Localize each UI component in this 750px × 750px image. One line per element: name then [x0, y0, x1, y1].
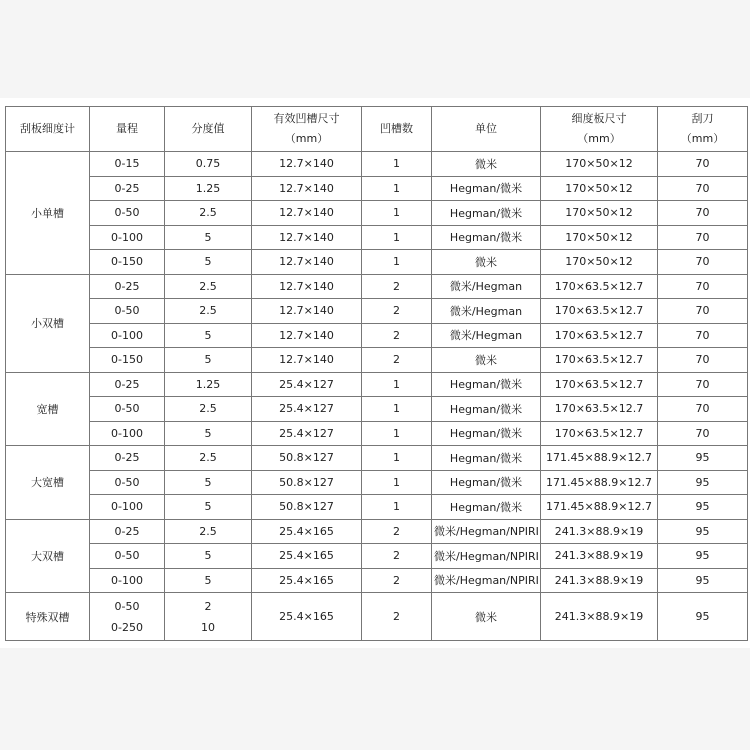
header-text: 刮刀 — [691, 112, 714, 125]
groove-count-cell: 1 — [362, 152, 432, 177]
scraper-cell: 95 — [658, 544, 748, 569]
division-cell: 5 — [165, 323, 252, 348]
table-row — [6, 250, 748, 275]
division-cell: 2.5 — [165, 446, 252, 471]
header-scraper — [658, 107, 748, 152]
header-text: 细度板尺寸 — [571, 112, 627, 125]
table-row — [6, 323, 748, 348]
groove-size-cell: 12.7×140 — [252, 323, 362, 348]
range-cell — [90, 593, 165, 641]
division-cell: 5 — [165, 544, 252, 569]
groove-count-cell: 2 — [362, 519, 432, 544]
table-row — [6, 446, 748, 471]
groove-count-cell: 1 — [362, 225, 432, 250]
unit-cell: Hegman/微米 — [432, 421, 541, 446]
groove-count-cell: 1 — [362, 176, 432, 201]
groove-size-cell: 25.4×127 — [252, 372, 362, 397]
plate-size-cell: 170×63.5×12.7 — [541, 274, 658, 299]
header-text: 有效凹槽尺寸 — [273, 112, 340, 125]
table-row — [6, 372, 748, 397]
range-cell: 0-50 — [90, 201, 165, 226]
division-value: 2 — [204, 599, 212, 613]
unit-cell: 微米/Hegman — [432, 323, 541, 348]
grindometer-spec-table — [5, 106, 748, 641]
division-cell — [165, 593, 252, 641]
plate-size-cell: 241.3×88.9×19 — [541, 544, 658, 569]
groove-count-cell: 2 — [362, 544, 432, 569]
range-cell: 0-50 — [90, 397, 165, 422]
group-name-cell: 宽槽 — [6, 372, 90, 446]
scraper-cell: 95 — [658, 446, 748, 471]
plate-size-cell: 241.3×88.9×19 — [541, 568, 658, 593]
groove-size-cell: 50.8×127 — [252, 470, 362, 495]
table-row — [6, 225, 748, 250]
groove-size-cell: 12.7×140 — [252, 201, 362, 226]
division-cell: 5 — [165, 421, 252, 446]
groove-size-cell: 12.7×140 — [252, 225, 362, 250]
header-division — [165, 107, 252, 152]
groove-size-cell: 25.4×165 — [252, 544, 362, 569]
unit-cell: Hegman/微米 — [432, 176, 541, 201]
table-row — [6, 544, 748, 569]
table-row — [6, 348, 748, 373]
plate-size-cell: 170×50×12 — [541, 225, 658, 250]
range-cell: 0-100 — [90, 421, 165, 446]
header-range — [90, 107, 165, 152]
scraper-cell: 70 — [658, 176, 748, 201]
plate-size-cell: 170×63.5×12.7 — [541, 348, 658, 373]
unit-cell: Hegman/微米 — [432, 470, 541, 495]
plate-size-cell: 170×50×12 — [541, 152, 658, 177]
header-unit: （mm） — [577, 132, 621, 145]
division-cell: 5 — [165, 470, 252, 495]
scraper-cell: 70 — [658, 421, 748, 446]
groove-count-cell: 1 — [362, 470, 432, 495]
groove-count-cell: 1 — [362, 372, 432, 397]
table-row-special — [6, 593, 748, 641]
unit-cell: Hegman/微米 — [432, 446, 541, 471]
groove-count-cell: 1 — [362, 495, 432, 520]
header-text: 刮板细度计 — [20, 122, 75, 135]
range-cell: 0-100 — [90, 225, 165, 250]
groove-size-cell: 12.7×140 — [252, 152, 362, 177]
division-cell: 2.5 — [165, 201, 252, 226]
range-cell: 0-50 — [90, 299, 165, 324]
header-unit: （mm） — [284, 132, 329, 145]
range-cell: 0-50 — [90, 470, 165, 495]
groove-size-cell: 12.7×140 — [252, 274, 362, 299]
unit-cell: 微米/Hegman — [432, 299, 541, 324]
unit-cell: Hegman/微米 — [432, 397, 541, 422]
range-cell: 0-100 — [90, 495, 165, 520]
groove-size-cell: 50.8×127 — [252, 495, 362, 520]
table-row — [6, 470, 748, 495]
scraper-cell: 95 — [658, 519, 748, 544]
group-name-cell: 大宽槽 — [6, 446, 90, 520]
scraper-cell: 70 — [658, 348, 748, 373]
division-cell: 1.25 — [165, 372, 252, 397]
groove-count-cell: 2 — [362, 323, 432, 348]
header-text: 量程 — [116, 122, 138, 135]
plate-size-cell: 170×63.5×12.7 — [541, 421, 658, 446]
table-row — [6, 274, 748, 299]
groove-size-cell: 25.4×165 — [252, 519, 362, 544]
unit-cell: 微米/Hegman — [432, 274, 541, 299]
groove-count-cell: 1 — [362, 446, 432, 471]
header-row — [6, 107, 748, 152]
unit-cell: 微米 — [432, 250, 541, 275]
plate-size-cell: 170×63.5×12.7 — [541, 323, 658, 348]
scraper-cell: 95 — [658, 495, 748, 520]
group-name-cell: 小双槽 — [6, 274, 90, 372]
groove-size-cell: 12.7×140 — [252, 176, 362, 201]
scraper-cell: 70 — [658, 397, 748, 422]
groove-count-cell: 1 — [362, 397, 432, 422]
division-cell: 2.5 — [165, 397, 252, 422]
unit-cell: Hegman/微米 — [432, 495, 541, 520]
header-text: 分度值 — [191, 122, 225, 135]
table-row — [6, 299, 748, 324]
scraper-cell: 70 — [658, 152, 748, 177]
plate-size-cell: 171.45×88.9×12.7 — [541, 470, 658, 495]
scraper-cell: 70 — [658, 323, 748, 348]
groove-count-cell: 1 — [362, 421, 432, 446]
division-value: 10 — [201, 620, 215, 634]
groove-size-cell: 25.4×165 — [252, 568, 362, 593]
unit-cell: 微米/Hegman/NPIRI — [432, 519, 541, 544]
range-value: 0-250 — [111, 620, 143, 634]
unit-cell: Hegman/微米 — [432, 372, 541, 397]
division-cell: 1.25 — [165, 176, 252, 201]
table-row — [6, 152, 748, 177]
header-text: 凹槽数 — [380, 122, 413, 135]
scraper-cell: 70 — [658, 372, 748, 397]
plate-size-cell: 171.45×88.9×12.7 — [541, 495, 658, 520]
range-value: 0-50 — [114, 599, 140, 613]
group-name-cell: 特殊双槽 — [6, 593, 90, 641]
plate-size-cell: 170×63.5×12.7 — [541, 299, 658, 324]
scraper-cell: 70 — [658, 201, 748, 226]
unit-cell: Hegman/微米 — [432, 201, 541, 226]
groove-size-cell: 12.7×140 — [252, 299, 362, 324]
range-cell: 0-25 — [90, 274, 165, 299]
table-row — [6, 397, 748, 422]
header-text: 单位 — [475, 122, 497, 135]
scraper-cell: 95 — [658, 568, 748, 593]
groove-count-cell: 2 — [362, 274, 432, 299]
scraper-cell: 70 — [658, 274, 748, 299]
unit-cell: 微米/Hegman/NPIRI — [432, 544, 541, 569]
groove-count-cell: 1 — [362, 201, 432, 226]
header-plate-size — [541, 107, 658, 152]
range-cell: 0-25 — [90, 176, 165, 201]
groove-size-cell: 50.8×127 — [252, 446, 362, 471]
header-unit: （mm） — [680, 132, 725, 145]
scraper-cell: 70 — [658, 250, 748, 275]
range-cell: 0-25 — [90, 372, 165, 397]
spec-sheet — [0, 98, 750, 648]
range-cell: 0-150 — [90, 250, 165, 275]
range-cell: 0-100 — [90, 323, 165, 348]
table-row — [6, 519, 748, 544]
division-cell: 0.75 — [165, 152, 252, 177]
range-cell: 0-25 — [90, 519, 165, 544]
groove-count-cell: 2 — [362, 568, 432, 593]
division-cell: 2.5 — [165, 274, 252, 299]
groove-size-cell: 12.7×140 — [252, 348, 362, 373]
plate-size-cell: 170×63.5×12.7 — [541, 397, 658, 422]
plate-size-cell: 170×50×12 — [541, 176, 658, 201]
range-cell: 0-150 — [90, 348, 165, 373]
groove-count-cell: 2 — [362, 299, 432, 324]
groove-size-cell: 12.7×140 — [252, 250, 362, 275]
groove-count-cell: 2 — [362, 348, 432, 373]
table-row — [6, 495, 748, 520]
header-unit-type — [432, 107, 541, 152]
scraper-cell: 70 — [658, 299, 748, 324]
range-cell: 0-15 — [90, 152, 165, 177]
division-cell: 5 — [165, 250, 252, 275]
table-body — [6, 152, 748, 641]
unit-cell: Hegman/微米 — [432, 225, 541, 250]
table-row — [6, 421, 748, 446]
unit-cell: 微米 — [432, 348, 541, 373]
range-cell: 0-50 — [90, 544, 165, 569]
unit-cell: 微米/Hegman/NPIRI — [432, 568, 541, 593]
groove-count-cell: 2 — [362, 593, 432, 641]
unit-cell: 微米 — [432, 593, 541, 641]
range-cell: 0-25 — [90, 446, 165, 471]
groove-size-cell: 25.4×127 — [252, 397, 362, 422]
division-cell: 2.5 — [165, 519, 252, 544]
scraper-cell: 70 — [658, 225, 748, 250]
header-groove-count — [362, 107, 432, 152]
header-gauge-type — [6, 107, 90, 152]
division-cell: 5 — [165, 225, 252, 250]
groove-size-cell: 25.4×165 — [252, 593, 362, 641]
plate-size-cell: 171.45×88.9×12.7 — [541, 446, 658, 471]
table-row — [6, 568, 748, 593]
table-row — [6, 201, 748, 226]
scraper-cell: 95 — [658, 470, 748, 495]
groove-size-cell: 25.4×127 — [252, 421, 362, 446]
division-cell: 5 — [165, 348, 252, 373]
division-cell: 5 — [165, 568, 252, 593]
range-cell: 0-100 — [90, 568, 165, 593]
division-cell: 5 — [165, 495, 252, 520]
group-name-cell: 小单槽 — [6, 152, 90, 275]
unit-cell: 微米 — [432, 152, 541, 177]
plate-size-cell: 170×50×12 — [541, 201, 658, 226]
groove-count-cell: 1 — [362, 250, 432, 275]
table-row — [6, 176, 748, 201]
plate-size-cell: 170×63.5×12.7 — [541, 372, 658, 397]
scraper-cell: 95 — [658, 593, 748, 641]
plate-size-cell: 241.3×88.9×19 — [541, 593, 658, 641]
header-groove-size — [252, 107, 362, 152]
division-cell: 2.5 — [165, 299, 252, 324]
plate-size-cell: 170×50×12 — [541, 250, 658, 275]
group-name-cell: 大双槽 — [6, 519, 90, 593]
plate-size-cell: 241.3×88.9×19 — [541, 519, 658, 544]
